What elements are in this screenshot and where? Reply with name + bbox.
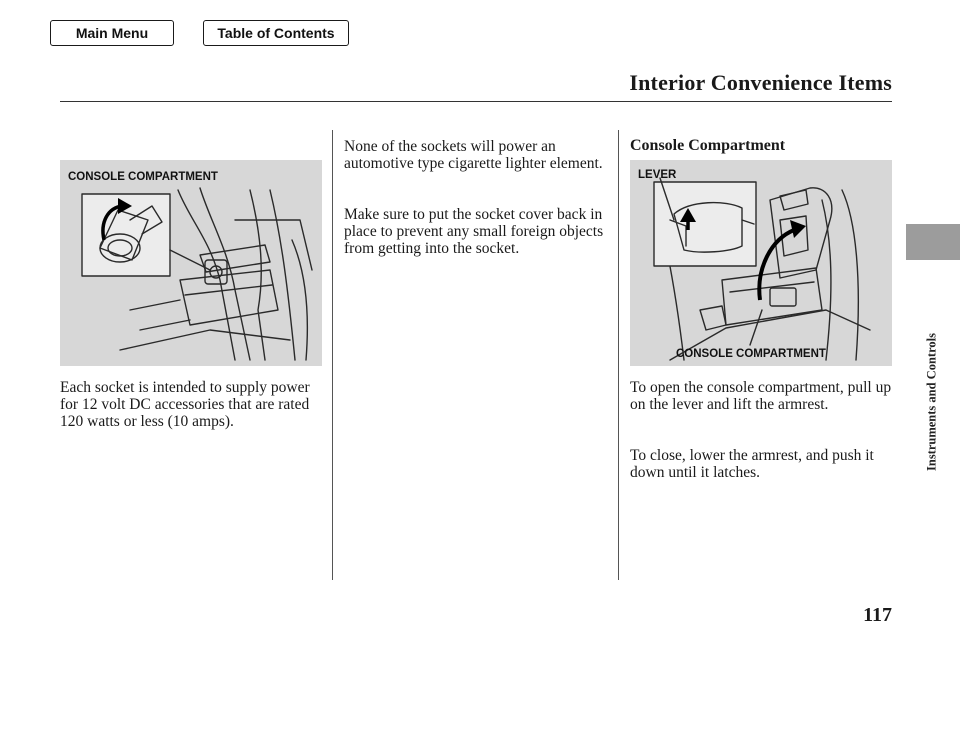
lever-label: LEVER	[638, 169, 677, 181]
title-divider	[60, 101, 892, 102]
page-title: Interior Convenience Items	[629, 70, 892, 95]
socket-rating-paragraph: Each socket is intended to supply power for 12 volt DC accessories that are rated 120 watts or less (10 amps).	[60, 379, 310, 430]
socket-cover-paragraph: Make sure to put the socket cover back in place to prevent any small foreign objects from getting into the socket.	[344, 206, 604, 257]
close-compartment-paragraph: To close, lower the armrest, and push it down until it latches.	[630, 447, 874, 481]
main-menu-button[interactable]: Main Menu	[50, 20, 174, 46]
column-divider-left	[332, 130, 333, 580]
socket-lighter-paragraph: None of the sockets will power an automotive type cigarette lighter element.	[344, 138, 603, 172]
figure-label: CONSOLE COMPARTMENT	[68, 171, 218, 183]
open-compartment-paragraph: To open the console compartment, pull up on the lever and lift the armrest.	[630, 379, 892, 413]
section-heading: Console Compartment	[630, 137, 786, 154]
chapter-tab[interactable]	[906, 224, 960, 260]
page-number: 117	[863, 604, 892, 626]
socket-illustration	[60, 160, 322, 366]
chapter-tab-label: Instruments and Controls	[924, 333, 939, 471]
console-compartment-drawing	[630, 160, 892, 366]
column-divider-right	[618, 130, 619, 580]
console-compartment-illustration	[630, 160, 892, 366]
socket-illustration-drawing	[60, 160, 322, 366]
figure-label: CONSOLE COMPARTMENT	[676, 348, 826, 360]
table-of-contents-button[interactable]: Table of Contents	[203, 20, 349, 46]
